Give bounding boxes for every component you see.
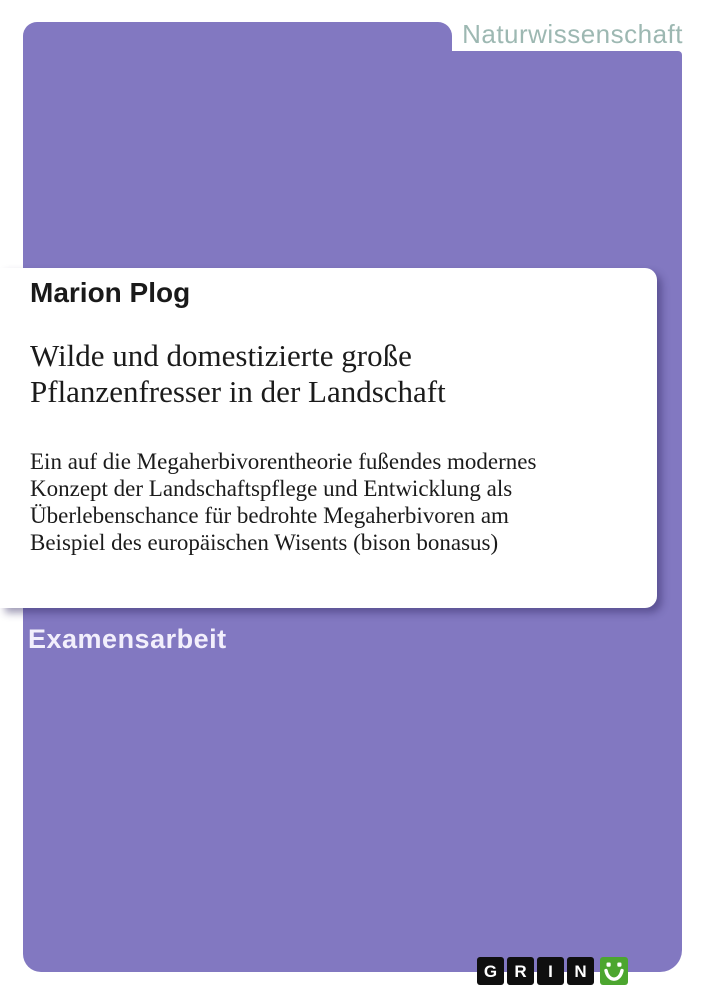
grin-logo-letter-r: R xyxy=(507,957,534,985)
document-subtitle-line-3: Überlebenschance für bedrohte Megaherbivoren am xyxy=(30,503,509,528)
grin-logo-letter-i: I xyxy=(537,957,564,985)
document-title-line-1: Wilde und domestizierte große xyxy=(30,338,412,373)
title-card xyxy=(0,268,657,608)
document-title-line-2: Pflanzenfresser in der Landschaft xyxy=(30,374,446,409)
grin-logo-letter-g: G xyxy=(477,957,504,985)
smiley-icon xyxy=(600,957,628,985)
grin-logo-smiley-box xyxy=(600,957,628,985)
document-subtitle xyxy=(30,448,627,556)
document-type-label: Examensarbeit xyxy=(28,624,227,654)
document-subtitle-line-2: Konzept der Landschaftspflege und Entwicklung als xyxy=(30,476,513,501)
document-subtitle-line-1: Ein auf die Megaherbivorentheorie fußendes modernes xyxy=(30,449,537,474)
document-subtitle-line-4: Beispiel des europäischen Wisents (bison bonasus) xyxy=(30,530,499,555)
grin-logo xyxy=(477,957,628,985)
category-label: Naturwissenschaft xyxy=(462,19,683,49)
document-title xyxy=(30,338,627,410)
author-name: Marion Plog xyxy=(30,277,191,308)
grin-logo-letter-n: N xyxy=(567,957,594,985)
